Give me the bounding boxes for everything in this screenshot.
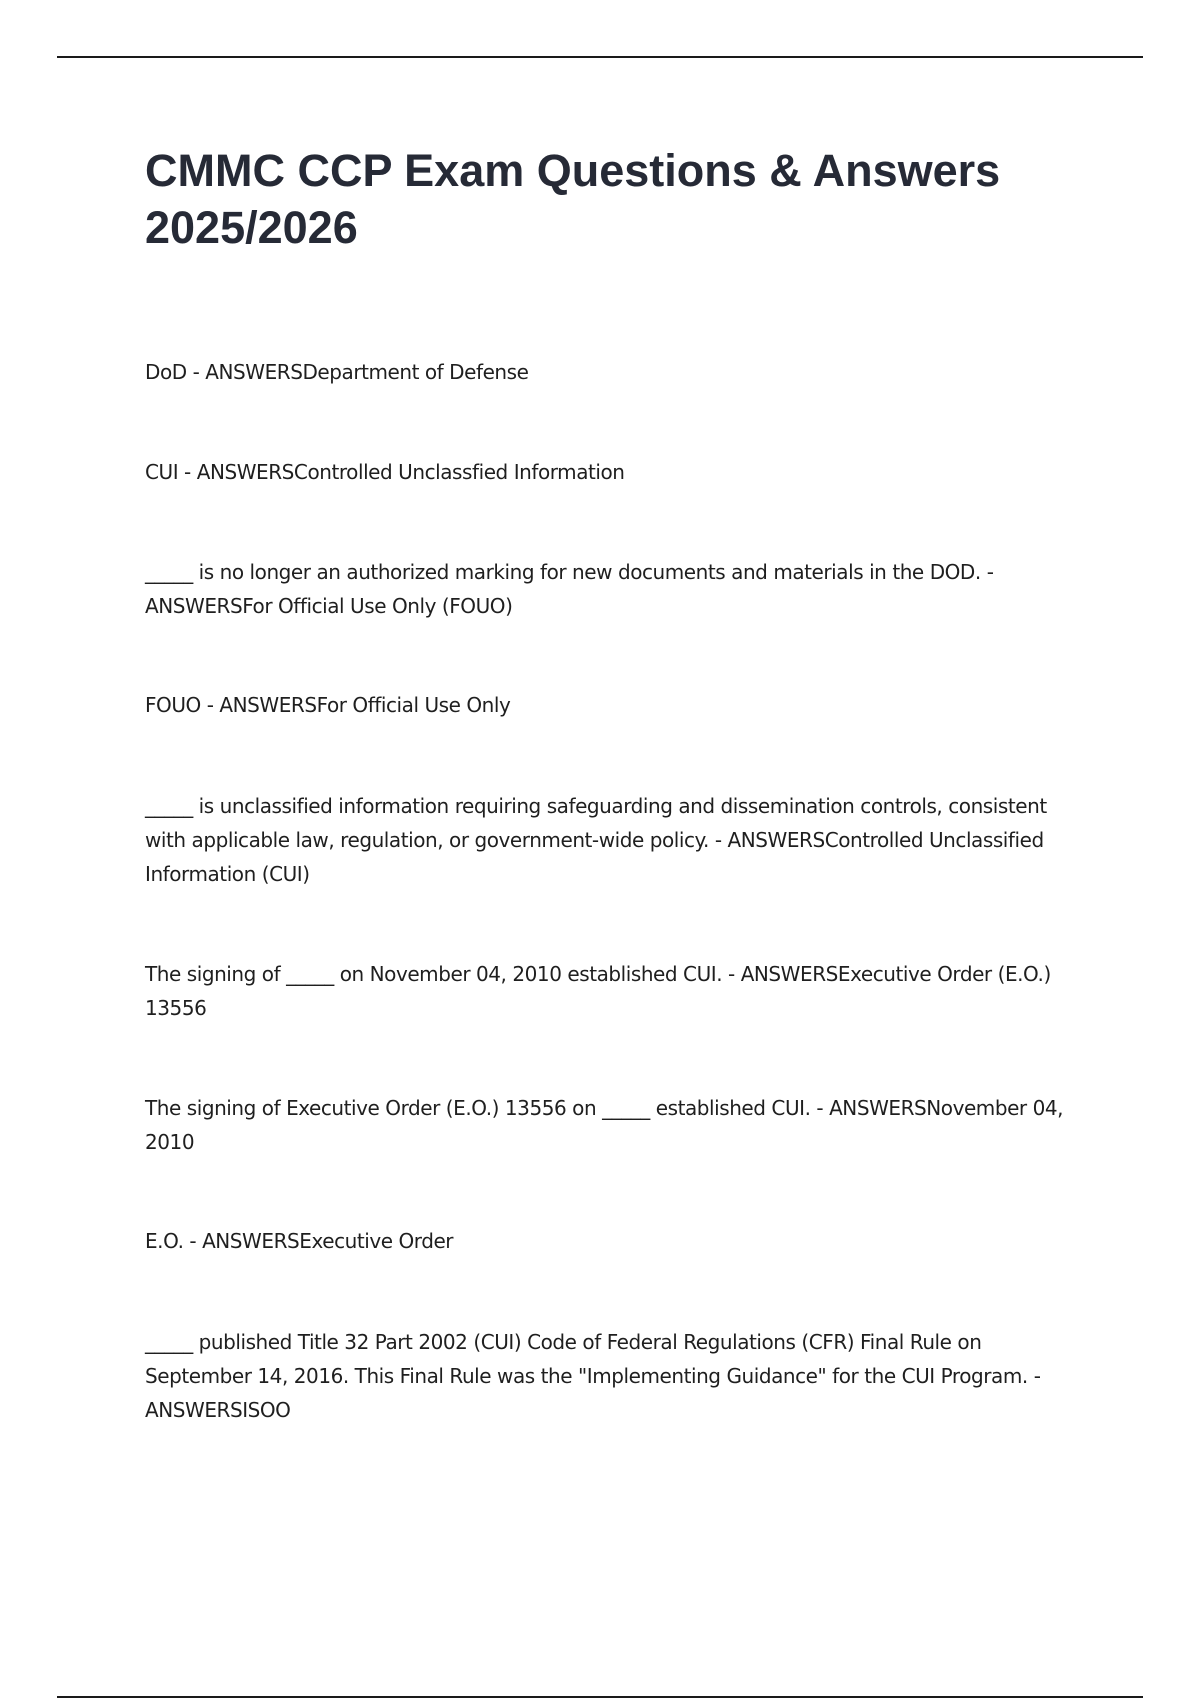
qa-item-eo-signing: The signing of _____ on November 04, 2010 established CUI. - ANSWERSExecutive Order (E.O.) 13556 (145, 962, 1051, 1020)
qa-item-eo-date: The signing of Executive Order (E.O.) 13556 on _____ established CUI. - ANSWERSNovember 04, 2010 (145, 1096, 1064, 1154)
qa-item-isoo: _____ published Title 32 Part 2002 (CUI) Code of Federal Regulations (CFR) Final Rule on September 14, 2016. This Final Rule was the "Implementing Guidance" for the CUI Program. - ANSWERSISOO (145, 1330, 1041, 1422)
qa-item-fouo: FOUO - ANSWERSFor Official Use Only (145, 693, 511, 717)
qa-item-cui-definition: _____ is unclassified information requiring safeguarding and dissemination controls, consistent with applicable law, regulation, or government-wide policy. - ANSWERSControlled Unclassified Information (CUI) (145, 794, 1047, 886)
qa-item-fouo-marking: _____ is no longer an authorized marking for new documents and materials in the DOD. - ANSWERSFor Official Use Only (FOUO) (145, 560, 994, 618)
page-title: CMMC CCP Exam Questions & Answers 2025/2026 (145, 145, 1001, 253)
top-divider (57, 56, 1143, 58)
bottom-divider (57, 1696, 1143, 1698)
qa-item-cui: CUI - ANSWERSControlled Unclassfied Information (145, 460, 625, 484)
qa-item-eo: E.O. - ANSWERSExecutive Order (145, 1229, 454, 1253)
qa-item-dod: DoD - ANSWERSDepartment of Defense (145, 360, 529, 384)
